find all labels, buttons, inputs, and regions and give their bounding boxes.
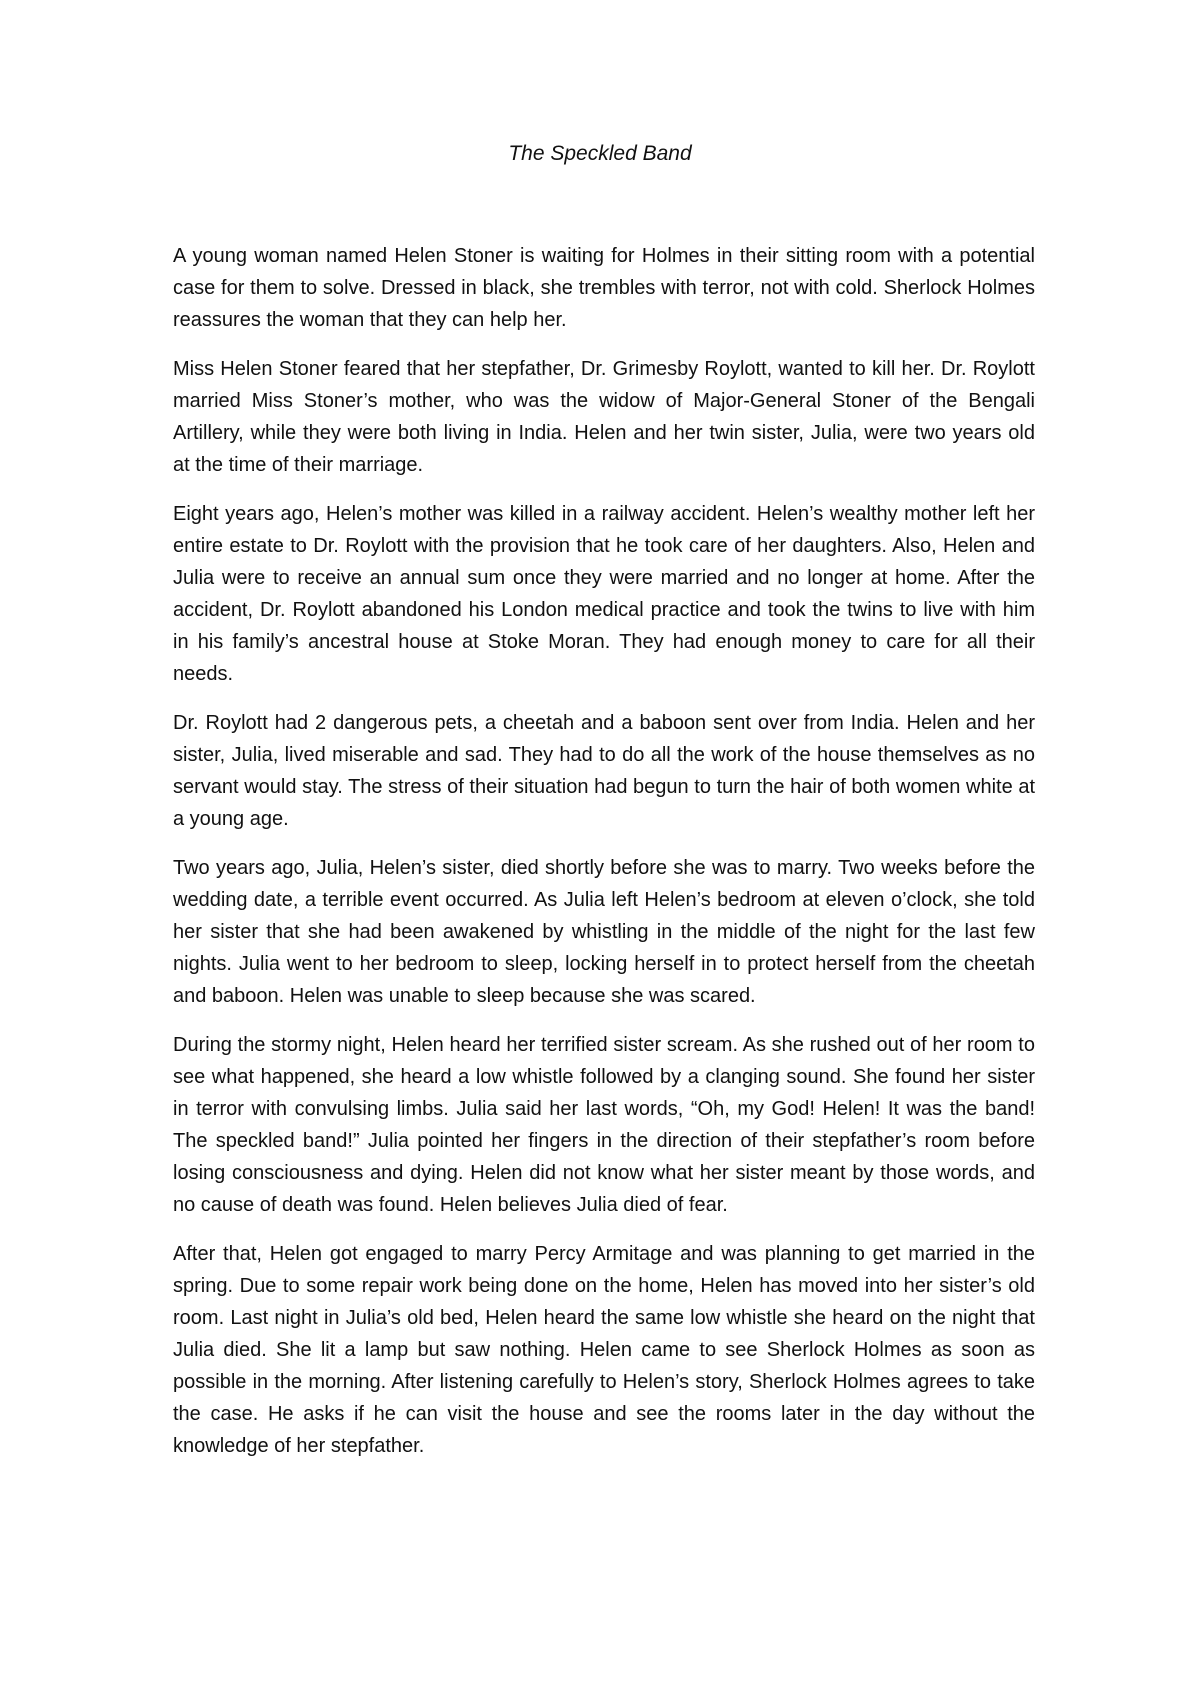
- paragraph: A young woman named Helen Stoner is waiting for Holmes in their sitting room with a potential case for them to solve. Dressed in black, she trembles with terror, not with cold. Sherlock Holmes reassures the woman that they can help her.: [173, 245, 1035, 331]
- paragraph: Eight years ago, Helen’s mother was killed in a railway accident. Helen’s wealthy mother left her entire estate to Dr. Roylott with the provision that he took care of her daughters. Also, Helen and Julia were to receive an annual sum once they were married and no longer at home. After the accident, Dr. Roylott abandoned his London medical practice and took the twins to live with him in his family’s ancestral house at Stoke Moran. They had enough money to care for all their needs.: [173, 503, 1035, 685]
- paragraph: Miss Helen Stoner feared that her stepfather, Dr. Grimesby Roylott, wanted to kill her. Dr. Roylott married Miss Stoner’s mother, who was the widow of Major-General Stoner of the Bengali Artillery, while they were both living in India. Helen and her twin sister, Julia, were two years old at the time of their marriage.: [173, 358, 1035, 476]
- paragraph: After that, Helen got engaged to marry Percy Armitage and was planning to get married in the spring. Due to some repair work being done on the home, Helen has moved into her sister’s old room. Last night in Julia’s old bed, Helen heard the same low whistle she heard on the night that Julia died. She lit a lamp but saw nothing. Helen came to see Sherlock Holmes as soon as possible in the morning. After listening carefully to Helen’s story, Sherlock Holmes agrees to take the case. He asks if he can visit the house and see the rooms later in the day without the knowledge of her stepfather.: [173, 1243, 1035, 1457]
- document-title: The Speckled Band: [508, 142, 692, 165]
- document-body: [173, 240, 1035, 1479]
- paragraph: Two years ago, Julia, Helen’s sister, died shortly before she was to marry. Two weeks before the wedding date, a terrible event occurred. As Julia left Helen’s bedroom at eleven o’clock, she told her sister that she had been awakened by whistling in the middle of the night for the last few nights. Julia went to her bedroom to sleep, locking herself in to protect herself from the cheetah and baboon. Helen was unable to sleep because she was scared.: [173, 857, 1035, 1007]
- paragraph: During the stormy night, Helen heard her terrified sister scream. As she rushed out of her room to see what happened, she heard a low whistle followed by a clanging sound. She found her sister in terror with convulsing limbs. Julia said her last words, “Oh, my God! Helen! It was the band! The speckled band!” Julia pointed her fingers in the direction of their stepfather’s room before losing consciousness and dying. Helen did not know what her sister meant by those words, and no cause of death was found. Helen believes Julia died of fear.: [173, 1034, 1035, 1216]
- paragraph: Dr. Roylott had 2 dangerous pets, a cheetah and a baboon sent over from India. Helen and her sister, Julia, lived miserable and sad. They had to do all the work of the house themselves as no servant would stay. The stress of their situation had begun to turn the hair of both women white at a young age.: [173, 712, 1035, 830]
